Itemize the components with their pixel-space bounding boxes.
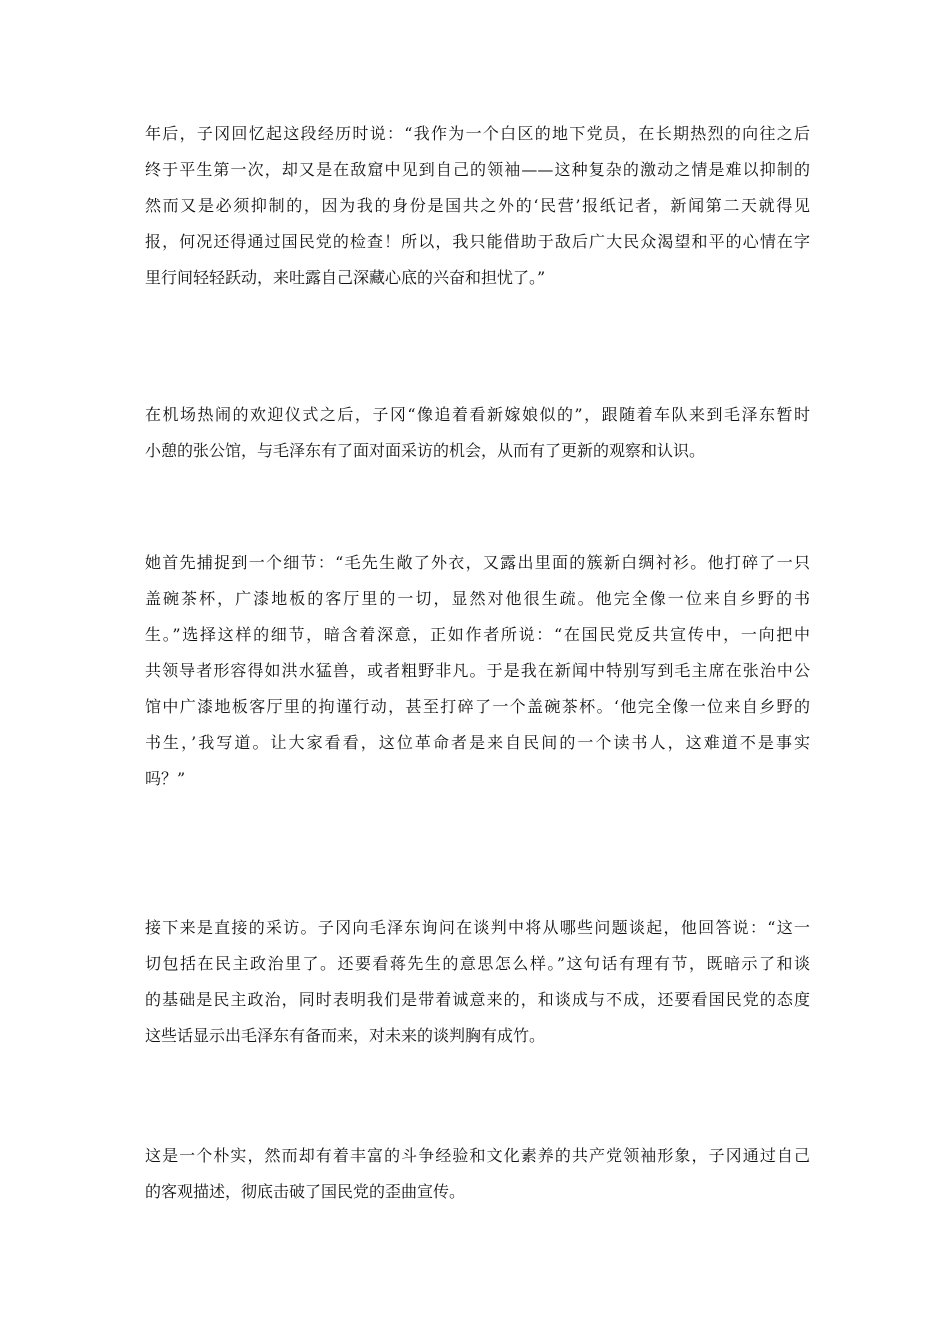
text-line: 书生，’我写道。让大家看看，这位革命者是来自民间的一个读书人，这难道不是事实 [145, 733, 810, 752]
text-line: 她首先捕捉到一个细节：“毛先生敞了外衣，又露出里面的簇新白绸衬衫。他打碎了一只 [145, 553, 810, 572]
text-line: 的客观描述，彻底击破了国民党的歪曲宣传。 [145, 1182, 466, 1201]
text-line: 盖碗茶杯，广漆地板的客厅里的一切，显然对他很生疏。他完全像一位来自乡野的书 [145, 589, 810, 608]
text-line: 年后，子冈回忆起这段经历时说：“我作为一个白区的地下党员，在长期热烈的向往之后 [145, 124, 810, 143]
paragraph-1 [145, 116, 810, 296]
text-line: 生。”选择这样的细节，暗含着深意，正如作者所说：“在国民党反共宣传中，一向把中 [145, 625, 810, 644]
paragraph-3 [145, 545, 810, 797]
text-line: 然而又是必须抑制的，因为我的身份是国共之外的‘民营’报纸记者，新闻第二天就得见 [145, 196, 810, 215]
text-line: 馆中广漆地板客厅里的拘谨行动，甚至打碎了一个盖碗茶杯。‘他完全像一位来自乡野的 [145, 697, 810, 716]
text-line: 报，何况还得通过国民党的检查！所以，我只能借助于敌后广大民众渴望和平的心情在字 [145, 232, 810, 251]
text-line: 这些话显示出毛泽东有备而来，对未来的谈判胸有成竹。 [145, 1026, 546, 1045]
text-line: 里行间轻轻跃动，来吐露自己深藏心底的兴奋和担忧了。” [145, 268, 546, 287]
paragraph-4 [145, 910, 810, 1054]
text-line: 吗？” [145, 769, 186, 788]
paragraph-2 [145, 397, 810, 469]
text-line: 在机场热闹的欢迎仪式之后，子冈“像追着看新嫁娘似的”，跟随着车队来到毛泽东暂时 [145, 405, 810, 424]
text-line: 小憩的张公馆，与毛泽东有了面对面采访的机会，从而有了更新的观察和认识。 [145, 441, 706, 460]
paragraph-5 [145, 1138, 810, 1210]
text-line: 接下来是直接的采访。子冈向毛泽东询问在谈判中将从哪些问题谈起，他回答说：“这一 [145, 918, 810, 937]
text-line: 这是一个朴实，然而却有着丰富的斗争经验和文化素养的共产党领袖形象，子冈通过自己 [145, 1146, 810, 1165]
text-line: 切包括在民主政治里了。还要看蒋先生的意思怎么样。”这句话有理有节，既暗示了和谈 [145, 954, 810, 973]
text-line: 共领导者形容得如洪水猛兽，或者粗野非凡。于是我在新闻中特别写到毛主席在张治中公 [145, 661, 810, 680]
text-line: 的基础是民主政治，同时表明我们是带着诚意来的，和谈成与不成，还要看国民党的态度 [145, 990, 810, 1009]
text-line: 终于平生第一次，却又是在敌窟中见到自己的领袖——这种复杂的激动之情是难以抑制的 [145, 160, 810, 179]
